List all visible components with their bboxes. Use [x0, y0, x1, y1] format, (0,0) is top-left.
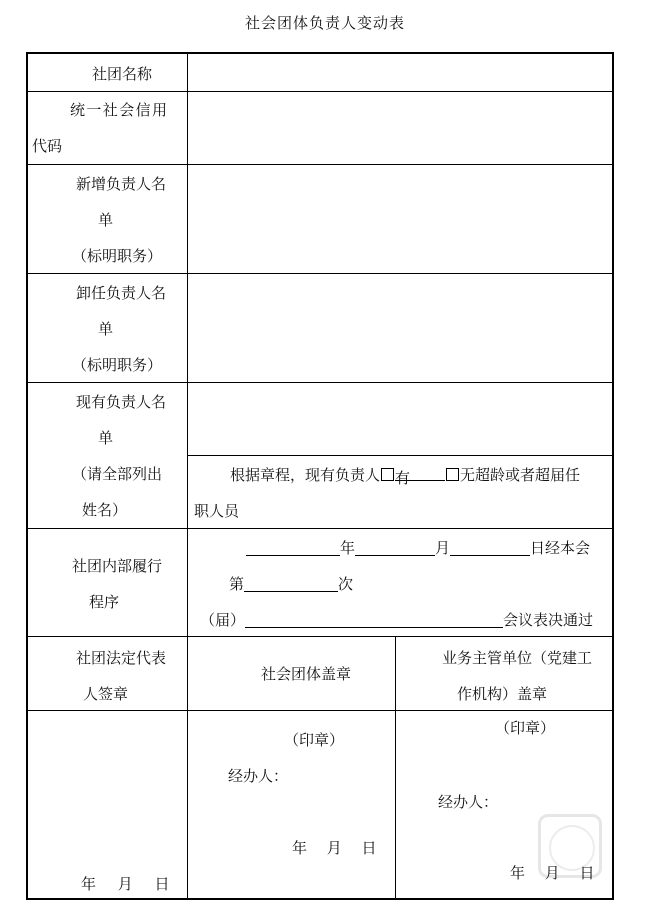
org-seal-mark: （印章）	[284, 731, 345, 749]
org-name-field[interactable]	[190, 55, 610, 89]
supervisor-label-2: 作机构）盖章	[457, 685, 548, 703]
statement-suffix: 超龄或者超届任	[475, 466, 581, 484]
supervisor-seal-date: 年 月 日	[510, 864, 595, 882]
org-handler-label: 经办人：	[228, 767, 289, 785]
current-leaders-field[interactable]	[190, 385, 610, 453]
removed-leaders-label: 卸任负责人名	[76, 284, 167, 302]
checkbox-no[interactable]	[446, 468, 459, 481]
yes-option-line	[395, 460, 445, 487]
removed-leaders-label-3: （标明职务）	[72, 356, 163, 374]
new-leaders-label-2: 单	[98, 211, 114, 229]
current-leaders-label-4: 姓名）	[82, 501, 128, 519]
procedure-label: 社团内部履行	[72, 557, 163, 575]
statement-prefix: 根据章程，现有负责人	[230, 466, 381, 484]
option-no-label: 无	[460, 466, 476, 484]
procedure-session-line	[229, 566, 353, 602]
credit-code-label: 统一社会信用	[70, 101, 169, 119]
meeting-name-blank[interactable]	[245, 607, 503, 628]
credit-code-field[interactable]	[190, 94, 610, 162]
org-seal-label: 社会团体盖章	[261, 665, 352, 683]
day-text: 日经本会	[530, 539, 591, 557]
removed-leaders-label-2: 单	[98, 320, 114, 338]
org-seal-date: 年 月 日	[292, 839, 377, 857]
legal-rep-date: 年 月 日	[81, 875, 170, 893]
current-leaders-label-3: （请全部列出	[72, 465, 163, 483]
org-name-label: 社团名称	[92, 65, 153, 83]
month-text: 月	[435, 539, 451, 557]
procedure-date-line	[246, 530, 590, 566]
credit-code-label-2: 代码	[32, 137, 63, 155]
supervisor-handler-label: 经办人：	[438, 793, 499, 811]
month-blank[interactable]	[355, 535, 435, 556]
option-yes-label: 有	[395, 469, 411, 487]
supervisor-seal-mark: （印章）	[495, 719, 556, 737]
procedure-label-2: 程序	[89, 593, 120, 611]
current-leaders-label-2: 单	[98, 429, 114, 447]
di-text: 第	[229, 575, 245, 593]
over-age-statement	[230, 457, 580, 493]
new-leaders-label: 新增负责人名	[76, 175, 167, 193]
form-table	[26, 52, 614, 900]
ci-text: 次	[338, 575, 354, 593]
page-title: 社会团体负责人变动表	[244, 14, 405, 32]
legal-rep-label-2: 人签章	[83, 685, 129, 703]
checkbox-yes[interactable]	[381, 468, 394, 481]
year-text: 年	[340, 539, 356, 557]
current-leaders-label: 现有负责人名	[76, 393, 167, 411]
new-leaders-field[interactable]	[190, 167, 610, 271]
jie-text: （届）	[200, 611, 246, 629]
statement-line-2: 职人员	[194, 502, 240, 520]
procedure-meeting-line	[200, 602, 593, 638]
session-number-blank[interactable]	[244, 571, 338, 592]
new-leaders-label-3: （标明职务）	[72, 247, 163, 265]
passed-text: 会议表决通过	[503, 611, 594, 629]
supervisor-label: 业务主管单位（党建工	[442, 649, 593, 667]
year-blank[interactable]	[246, 535, 340, 556]
day-blank[interactable]	[450, 535, 530, 556]
removed-leaders-field[interactable]	[190, 276, 610, 380]
legal-rep-label: 社团法定代表	[76, 649, 167, 667]
